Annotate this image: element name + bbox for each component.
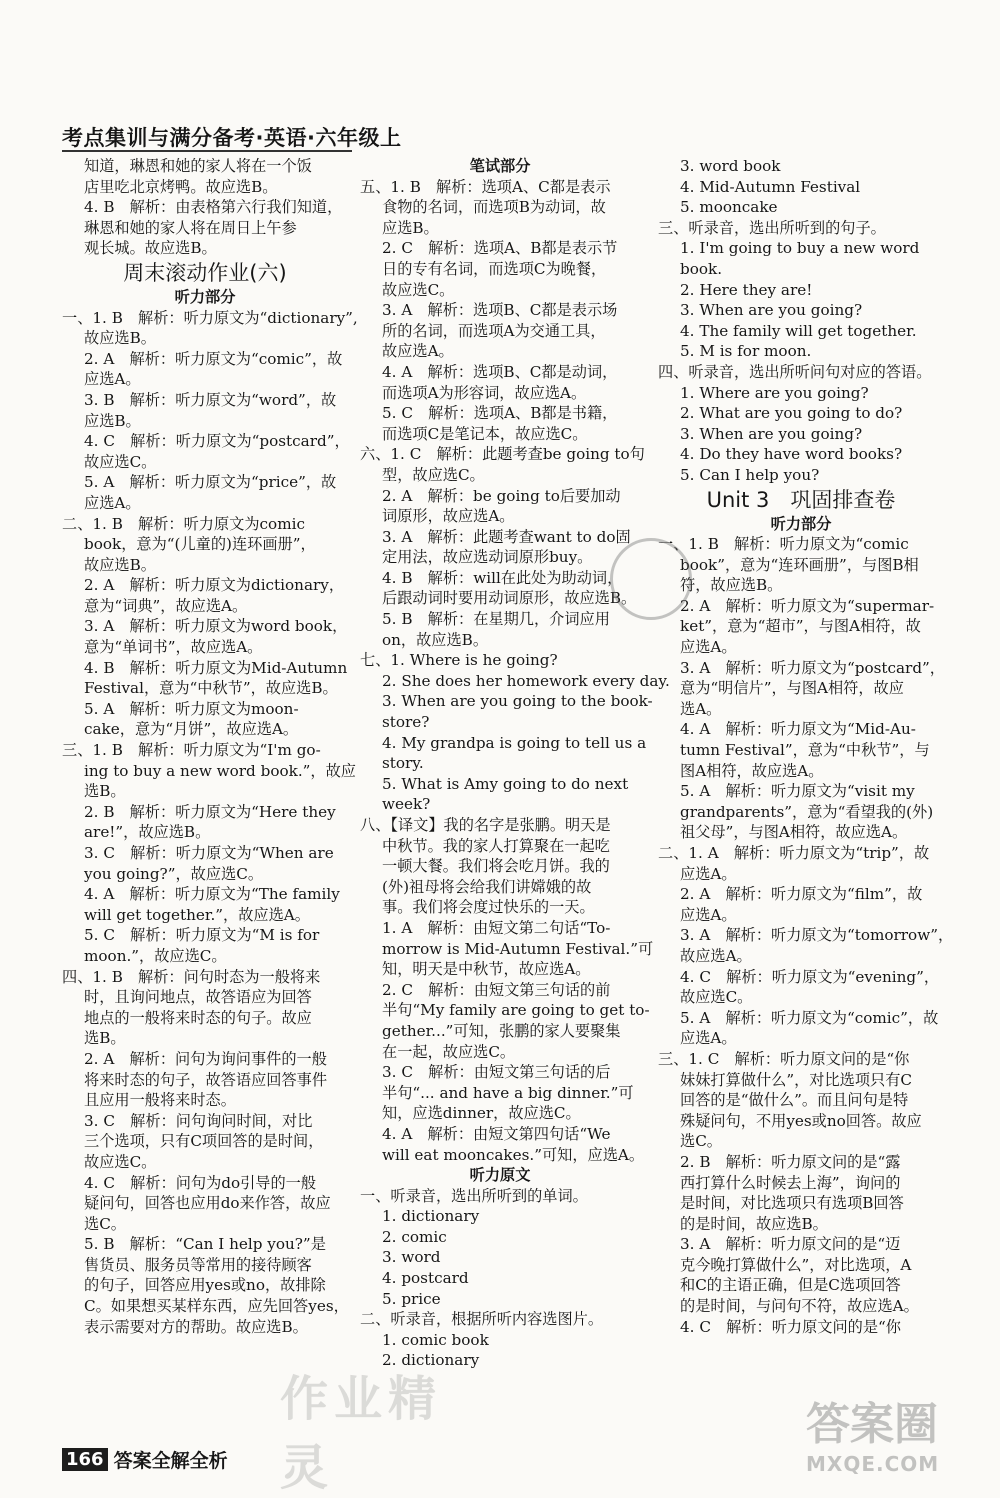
text-line: 售货员、服务员等常用的接待顾客 xyxy=(84,1255,312,1274)
text-line: 4. C 解析：听力原文为“evening”， xyxy=(680,967,940,986)
text-line: week? xyxy=(382,795,431,814)
text-line: 2. B 解析：听力原文问的是“露 xyxy=(680,1152,901,1171)
text-line: 妹妹打算做什么”，对比选项只有C xyxy=(680,1070,913,1089)
watermark-url: MXQE.COM xyxy=(806,1452,940,1476)
text-line: 2. What are you going to do? xyxy=(680,404,903,423)
text-line: Festival，意为“中秋节”，故应选B。 xyxy=(84,679,338,698)
text-line: Unit 3 巩固排查卷 xyxy=(706,487,896,512)
text-line: 回答的是“做什么”。而且问句是特 xyxy=(680,1091,909,1110)
text-line: 5. A 解析：听力原文为“comic”，故 xyxy=(680,1008,939,1027)
text-line: 2. A 解析：问句为询问事件的一般 xyxy=(84,1049,327,1068)
text-line: 七、1. Where is he going? xyxy=(360,651,558,670)
text-line: 4. C 解析：听力原文为“postcard”， xyxy=(84,432,350,451)
text-line: 1. Where are you going? xyxy=(680,383,869,402)
text-line: 2. A 解析：听力原文为“film”，故 xyxy=(680,885,923,904)
text-line: 琳恩和她的家人将在周日上午参 xyxy=(84,218,297,237)
text-line: 3. A 解析：听力原文为“postcard”， xyxy=(680,658,945,677)
text-line: 中秋节。我的家人打算聚在一起吃 xyxy=(382,836,610,855)
text-line: 店里吃北京烤鸭。故应选B。 xyxy=(84,177,278,196)
page-footer xyxy=(62,1446,228,1473)
text-line: (外)祖母将会给我们讲嫦娥的故 xyxy=(382,877,592,896)
text-line: story. xyxy=(382,754,424,773)
text-line: 3. A 解析：此题考查want to do固 xyxy=(382,527,631,546)
text-line: moon.”，故应选C。 xyxy=(84,946,227,965)
text-line: 应选A。 xyxy=(680,1029,737,1048)
text-line: 六、1. C 解析：此题考查be going to句 xyxy=(360,445,645,464)
watermark-center: 作业精灵 xyxy=(280,1371,443,1496)
text-line: 3. C 解析：问句询问时间，对比 xyxy=(84,1111,313,1130)
text-line: 听力部分 xyxy=(770,514,832,533)
text-line: 3. word book xyxy=(680,157,781,175)
text-line: ing to buy a new word book.”，故应 xyxy=(84,761,356,780)
text-line: book”，意为“连环画册”，与图B相 xyxy=(680,555,919,574)
text-line: 知，应选dinner，故应选C。 xyxy=(382,1104,581,1123)
text-line: 3. A 解析：听力原文为“tomorrow”， xyxy=(680,926,954,945)
text-line: 的是时间，与问句不符，故应选A。 xyxy=(680,1297,919,1316)
text-line: 5. B 解析：在星期几，介词应用 xyxy=(382,610,610,629)
text-line: 应选A。 xyxy=(84,370,141,389)
text-line: 意为“明信片”，与图A相符，故应 xyxy=(680,679,904,698)
text-line: 4. C 解析：听力原文问的是“你 xyxy=(680,1317,901,1336)
text-line: 3. When are you going? xyxy=(680,424,863,443)
text-line: 三、1. C 解析：听力原文问的是“你 xyxy=(658,1049,910,1068)
text-line: 3. A 解析：选项B、C都是表示场 xyxy=(382,301,618,320)
text-line: 将来时态的句子，故答语应回答事件 xyxy=(84,1070,327,1089)
text-line: 一顿大餐。我们将会吃月饼。我的 xyxy=(382,857,610,876)
text-line: 5. A 解析：听力原文为“price”，故 xyxy=(84,473,337,492)
text-line: 周末滚动作业(六) xyxy=(123,260,287,285)
text-line: 1. I'm going to buy a new word xyxy=(680,239,920,258)
text-line: 符，故应选B。 xyxy=(680,576,783,595)
text-line: 五、1. B 解析：选项A、C都是表示 xyxy=(360,177,611,196)
text-line: 三、听录音，选出所听到的句子。 xyxy=(658,218,886,237)
text-line: 克今晚打算做什么”，对比选项，A xyxy=(680,1255,912,1274)
running-header: 考点集训与满分备考·英语·六年级上 xyxy=(62,126,402,150)
text-line: 4. A 解析：听力原文为“The family xyxy=(84,885,340,904)
text-line: will eat mooncakes.”可知，应选A。 xyxy=(382,1145,645,1164)
text-line: 疑问句，回答也应用do来作答，故应 xyxy=(84,1194,331,1213)
text-line: 2. A 解析：be going to后要加动 xyxy=(382,486,621,505)
text-line: 5. mooncake xyxy=(680,198,778,217)
text-line: 4. B 解析：will在此处为助动词， xyxy=(382,568,623,587)
text-line: 故应选A。 xyxy=(680,946,752,965)
text-line: 2. comic xyxy=(382,1227,447,1246)
text-line: 应选B。 xyxy=(84,411,141,430)
text-line: 3. B 解析：听力原文为“word”，故 xyxy=(84,390,337,409)
text-line: 2. A 解析：听力原文为“comic”，故 xyxy=(84,349,343,368)
text-line: 时，且询问地点，故答语应为回答 xyxy=(84,988,312,1007)
text-line: 的是时间，故应选B。 xyxy=(680,1214,828,1233)
stamp-seal xyxy=(610,538,692,620)
text-line: 是时间，对比选项只有选项B回答 xyxy=(680,1194,904,1213)
text-line: 应选B。 xyxy=(382,218,439,237)
text-line: book. xyxy=(680,259,723,278)
text-line: will get together.”，故应选A。 xyxy=(84,905,310,924)
text-line: 应选A。 xyxy=(680,638,737,657)
text-line: 3. C 解析：听力原文为“When are xyxy=(84,844,334,862)
text-line: 二、听录音，根据所听内容选图片。 xyxy=(360,1310,603,1329)
text-line: 4. Mid-Autumn Festival xyxy=(680,177,861,196)
text-line: 三、1. B 解析：听力原文为“I'm go- xyxy=(62,741,321,760)
text-line: 而选项A为形容词，故应选A。 xyxy=(382,383,587,402)
text-line: 1. comic book xyxy=(382,1330,489,1349)
text-line: 选C。 xyxy=(680,1132,722,1151)
text-line: 后跟动词时要用动词原形，故应选B。 xyxy=(382,589,637,608)
text-line: 2. C 解析：由短文第三句话的前 xyxy=(382,980,611,999)
text-line: 食物的名词，而选项B为动词，故 xyxy=(382,198,606,217)
text-line: 5. M is for moon. xyxy=(680,342,812,361)
text-line: 听力部分 xyxy=(174,287,236,306)
text-line: 所的名词，而选项A为交通工具， xyxy=(382,321,606,340)
watermark-brand xyxy=(806,1388,956,1476)
text-line: 4. A 解析：由短文第四句话“We xyxy=(382,1124,611,1143)
text-line: 词原形，故应选A。 xyxy=(382,507,515,526)
text-line: 故应选C。 xyxy=(84,1152,157,1171)
text-line: C。如果想买某样东西，应先回答yes， xyxy=(84,1297,349,1316)
text-line: 知道，琳恩和她的家人将在一个饭 xyxy=(84,157,312,175)
text-line: 表示需要对方的帮助。故应选B。 xyxy=(84,1317,308,1336)
text-line: 4. B 解析：听力原文为Mid-Autumn xyxy=(84,658,348,677)
text-line: 笔试部分 xyxy=(469,157,531,175)
text-line: 4. My grandpa is going to tell us a xyxy=(382,733,647,752)
text-line: are!”，故应选B。 xyxy=(84,823,211,842)
text-line: 3. word xyxy=(382,1248,441,1267)
text-line: 故应选B。 xyxy=(84,555,156,574)
text-line: 和C的主语正确，但是C选项回答 xyxy=(680,1276,901,1295)
answer-column-middle xyxy=(360,156,670,1371)
text-line: 3. When are you going to the book- xyxy=(382,692,653,711)
text-line: 4. A 解析：听力原文为“Mid-Au- xyxy=(680,720,916,739)
text-line: 一、1. B 解析：听力原文为“dictionary”, xyxy=(62,308,358,327)
text-line: 而选项C是笔记本，故应选C。 xyxy=(382,424,588,443)
text-line: 二、1. A 解析：听力原文为“trip”，故 xyxy=(658,844,930,862)
text-line: 观长城。故应选B。 xyxy=(84,239,217,258)
answer-column-right xyxy=(658,156,954,1337)
text-line: on，故应选B。 xyxy=(382,630,489,649)
text-line: 故应选A。 xyxy=(382,342,454,361)
text-line: ket”，意为“超市”，与图A相符，故 xyxy=(680,617,921,636)
text-line: 故应选C。 xyxy=(680,988,753,1007)
text-line: 四、1. B 解析：问句时态为一般将来 xyxy=(62,967,321,986)
text-line: 2. She does her homework every day. xyxy=(382,671,670,690)
text-line: 4. Do they have word books? xyxy=(680,445,903,464)
text-line: 选C。 xyxy=(84,1214,126,1233)
text-line: 二、1. B 解析：听力原文为comic xyxy=(62,514,305,533)
text-line: 八、【译文】我的名字是张鹏。明天是 xyxy=(360,816,611,834)
text-line: 三个选项，只有C项回答的是时间， xyxy=(84,1132,324,1151)
text-line: 图A相符，故应选A。 xyxy=(680,761,824,780)
answer-column-left xyxy=(62,156,358,1337)
header-rule xyxy=(62,150,352,152)
text-line: cake，意为“月饼”，故应选A。 xyxy=(84,720,299,739)
text-line: 2. Here they are! xyxy=(680,280,813,299)
text-line: 2. dictionary xyxy=(382,1351,480,1370)
text-line: 5. C 解析：选项A、B都是书籍， xyxy=(382,404,618,423)
text-line: 3. C 解析：由短文第三句话的后 xyxy=(382,1063,611,1082)
text-line: 地点的一般将来时态的句子。故应 xyxy=(84,1008,312,1027)
text-line: 应选A。 xyxy=(84,493,141,512)
text-line: 4. A 解析：选项B、C都是动词， xyxy=(382,362,618,381)
text-line: 3. When are you going? xyxy=(680,301,863,320)
text-line: 型，故应选C。 xyxy=(382,465,485,484)
text-line: 5. A 解析：听力原文为moon- xyxy=(84,699,299,718)
text-line: 应选A。 xyxy=(680,864,737,883)
text-line: 一、1. B 解析：听力原文为“comic xyxy=(658,535,909,554)
text-line: 知，明天是中秋节，故应选A。 xyxy=(382,960,591,979)
text-line: 意为“词典”，故应选A。 xyxy=(84,596,248,615)
text-line: 半句“... and have a big dinner.”可 xyxy=(382,1083,634,1102)
text-line: 4. B 解析：由表格第六行我们知道， xyxy=(84,198,343,217)
text-line: store? xyxy=(382,713,430,732)
text-line: 2. C 解析：选项A、B都是表示节 xyxy=(382,239,618,258)
text-line: you going?”，故应选C。 xyxy=(84,864,264,883)
text-line: 事。我们将会度过快乐的一天。 xyxy=(382,898,595,917)
text-line: 2. B 解析：听力原文为“Here they xyxy=(84,802,336,821)
text-line: 意为“单词书”，故应选A。 xyxy=(84,638,263,657)
text-line: 5. Can I help you? xyxy=(680,465,820,484)
text-line: 故应选B。 xyxy=(84,329,156,348)
text-line: 应选A。 xyxy=(680,905,737,924)
text-line: 3. A 解析：听力原文问的是“迈 xyxy=(680,1235,901,1254)
text-line: 西打算什么时候去上海”，询问的 xyxy=(680,1173,901,1192)
text-line: 且应用一般将来时态。 xyxy=(84,1091,236,1110)
page-number: 166 xyxy=(62,1448,108,1471)
text-line: 5. A 解析：听力原文为“visit my xyxy=(680,782,915,801)
text-line: 5. C 解析：听力原文为“M is for xyxy=(84,926,320,945)
text-line: 在一起，故应选C。 xyxy=(382,1042,516,1061)
text-line: 的句子，回答应用yes或no，故排除 xyxy=(84,1276,326,1295)
text-line: 2. A 解析：听力原文为“supermar- xyxy=(680,596,935,615)
text-line: 故应选C。 xyxy=(382,280,455,299)
text-line: 殊疑问句，不用yes或no回答。故应 xyxy=(680,1111,922,1130)
text-line: 听力原文 xyxy=(469,1166,531,1185)
text-line: 一、听录音，选出所听到的单词。 xyxy=(360,1186,588,1205)
text-line: 4. The family will get together. xyxy=(680,321,917,340)
text-line: 选B。 xyxy=(84,1029,126,1048)
footer-label: 答案全解全析 xyxy=(113,1450,228,1472)
text-line: 定用法，故应选动词原形buy。 xyxy=(382,548,593,567)
text-line: morrow is Mid-Autumn Festival.”可 xyxy=(382,939,654,958)
text-line: 祖父母”，与图A相符，故应选A。 xyxy=(680,823,908,842)
text-line: 4. C 解析：问句为do引导的一般 xyxy=(84,1173,317,1192)
text-line: 5. What is Amy going to do next xyxy=(382,774,629,793)
text-line: tumn Festival”，意为“中秋节”，与 xyxy=(680,741,930,760)
text-line: 4. postcard xyxy=(382,1269,469,1288)
text-line: 5. price xyxy=(382,1289,441,1308)
text-line: 半句“My family are going to get to- xyxy=(382,1001,650,1020)
text-line: grandparents”，意为“看望我的(外) xyxy=(680,802,934,821)
text-line: 5. B 解析：“Can I help you?”是 xyxy=(84,1235,326,1254)
text-line: 故应选C。 xyxy=(84,452,157,471)
text-line: 1. A 解析：由短文第二句话“To- xyxy=(382,918,611,937)
watermark-brand-name: 答案圈 xyxy=(806,1399,938,1450)
text-line: gether...”可知，张鹏的家人要聚集 xyxy=(382,1021,621,1040)
text-line: 1. dictionary xyxy=(382,1207,480,1226)
text-line: 3. A 解析：听力原文为word book， xyxy=(84,617,348,636)
text-line: 2. A 解析：听力原文为dictionary， xyxy=(84,576,345,595)
text-line: 选A。 xyxy=(680,699,722,718)
text-line: book，意为“(儿童的)连环画册”， xyxy=(84,535,316,554)
text-line: 日的专有名词，而选项C为晚餐， xyxy=(382,259,607,278)
text-line: 选B。 xyxy=(84,782,126,801)
text-line: 四、听录音，选出所听问句对应的答语。 xyxy=(658,362,932,381)
